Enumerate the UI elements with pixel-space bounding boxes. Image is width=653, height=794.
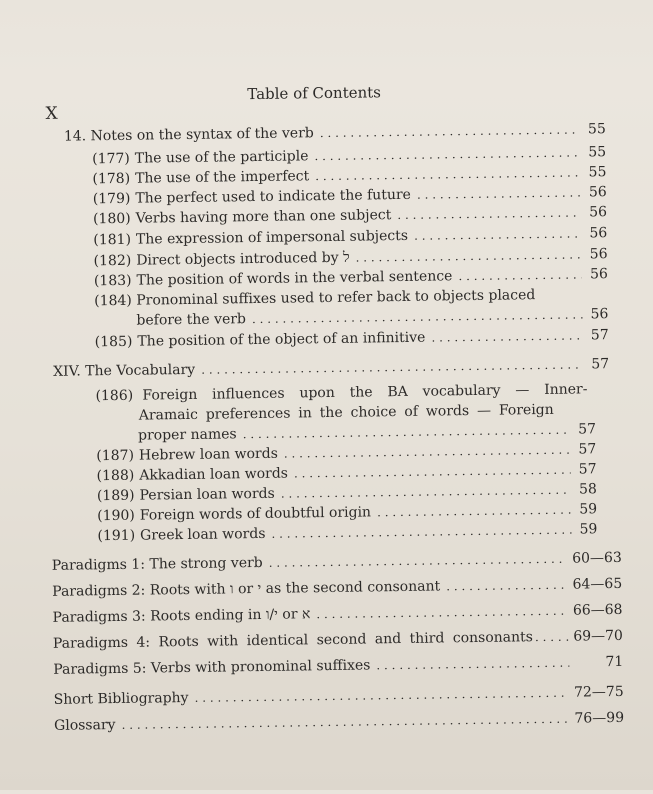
- word: —: [476, 402, 492, 419]
- toc-entry-186-line1: [142, 381, 587, 403]
- leader-dots: [316, 604, 567, 621]
- leader-dots: [397, 205, 581, 222]
- toc-page: 57: [578, 441, 597, 458]
- leader-dots: [535, 630, 572, 645]
- leader-dots: [269, 552, 567, 570]
- toc-label: Akkadian loan words: [139, 465, 289, 484]
- toc-label: The use of the imperfect: [135, 168, 310, 187]
- toc-number: (190): [97, 507, 135, 525]
- toc-number: (179): [92, 190, 131, 208]
- toc-number: (189): [96, 487, 135, 505]
- toc-entry-185: [95, 327, 609, 350]
- toc-paradigms-3: [52, 602, 622, 627]
- word: of: [404, 403, 419, 420]
- toc-label: Glossary: [53, 717, 116, 734]
- toc-number: (184): [94, 292, 132, 310]
- toc-label: The use of the participle: [134, 148, 309, 167]
- page-number: X: [45, 103, 58, 124]
- toc-number: (191): [97, 527, 136, 545]
- toc-section-14: [64, 121, 606, 145]
- toc-number: (177): [92, 150, 130, 168]
- toc-page: 56: [589, 266, 608, 283]
- toc-entry-190: [97, 501, 597, 524]
- toc-paradigms-2: [52, 576, 622, 601]
- toc-page: 72—75: [573, 683, 624, 701]
- leader-dots: [252, 307, 583, 326]
- toc-entry-184-cont: [136, 306, 608, 329]
- toc-page: 56: [589, 246, 608, 263]
- toc-page: 55: [587, 121, 606, 138]
- word: preferences: [205, 405, 291, 423]
- word: Foreign: [142, 386, 198, 404]
- toc-entry-183: [94, 266, 608, 289]
- toc-label: Paradigms 3: Roots ending in י/ו or א: [52, 606, 311, 626]
- word: choice: [350, 404, 397, 421]
- toc-label: before the verb: [136, 311, 247, 329]
- toc-page: 56: [589, 204, 608, 221]
- word: words: [425, 403, 470, 420]
- toc-entry-186-line3: [138, 421, 596, 443]
- toc-label: Verbs having more than one subject: [135, 207, 392, 227]
- leader-dots: [377, 503, 571, 520]
- toc-entry-179: [93, 184, 607, 207]
- toc-page: 56: [588, 184, 607, 201]
- toc-paradigms-1: [52, 550, 622, 574]
- toc-number: (183): [93, 272, 132, 290]
- word: —: [515, 382, 530, 399]
- leader-dots: [243, 423, 571, 442]
- toc-page: 76—99: [574, 709, 625, 727]
- toc-page: 58: [578, 481, 597, 498]
- leader-dots: [376, 656, 569, 673]
- toc-label: 14. Notes on the syntax of the verb: [63, 125, 314, 145]
- toc-number: (187): [96, 447, 135, 465]
- toc-page: 57: [578, 461, 597, 478]
- toc-page: 56: [589, 225, 608, 242]
- toc-entry-186-line2: [139, 402, 554, 424]
- toc-entry-184: [94, 287, 535, 309]
- leader-dots: [294, 463, 571, 481]
- toc-page: 55: [588, 144, 607, 161]
- toc-label: Pronominal suffixes used to refer back to objects placed: [136, 287, 536, 309]
- toc-number: (178): [92, 170, 131, 188]
- toc-number: (182): [93, 252, 132, 270]
- toc-page: 69—70: [573, 627, 624, 645]
- leader-dots: [458, 267, 582, 283]
- leader-dots: [314, 145, 580, 163]
- toc-chapter-xiv: [53, 356, 609, 380]
- toc-page: 56: [590, 306, 609, 323]
- toc-label: Paradigms 4: Roots with identical second and third consonants: [52, 629, 534, 652]
- toc-number: (181): [93, 231, 132, 249]
- leader-dots: [284, 443, 571, 461]
- toc-label: Paradigms 5: Verbs with pronominal suffixes: [53, 657, 371, 678]
- toc-label: The position of words in the verbal sentence: [136, 268, 453, 289]
- word: in: [298, 405, 312, 422]
- leader-dots: [271, 523, 571, 541]
- word: vocabulary: [422, 382, 501, 400]
- toc-page: 71: [605, 653, 624, 671]
- toc-entry-191: [97, 521, 597, 544]
- toc-entry-178: [92, 164, 606, 187]
- toc-entry-181: [93, 225, 607, 248]
- toc-page: 64—65: [572, 575, 623, 593]
- leader-dots: [315, 165, 580, 183]
- toc-page: 59: [579, 521, 598, 538]
- toc-entry-186-number: (186): [95, 387, 134, 405]
- toc-label: Short Bibliography: [53, 689, 189, 708]
- toc-page: 57: [590, 327, 609, 344]
- toc-label: Paradigms 2: Roots with ו or י as the second consonant: [52, 578, 441, 600]
- toc-number: (185): [94, 333, 133, 351]
- toc-short-bibliography: [54, 684, 624, 708]
- toc-page: 66—68: [572, 601, 623, 619]
- toc-paradigms-5: [53, 654, 623, 678]
- toc-entry-177: [92, 144, 606, 167]
- leader-dots: [446, 578, 567, 594]
- toc-label: Greek loan words: [140, 525, 266, 544]
- leader-dots: [414, 226, 581, 242]
- leader-dots: [281, 483, 571, 501]
- toc-number: (180): [92, 210, 131, 228]
- toc-label: proper names: [137, 426, 237, 444]
- word: Aramaic: [138, 406, 198, 424]
- toc-label: Persian loan words: [139, 485, 275, 504]
- toc-page: 57: [591, 356, 610, 373]
- toc-page: 59: [579, 501, 598, 518]
- leader-dots: [356, 247, 582, 264]
- toc-entry-187: [96, 441, 596, 464]
- toc-page: 57: [578, 421, 597, 438]
- toc-entry-189: [97, 481, 597, 504]
- leader-dots: [194, 686, 568, 705]
- leader-dots: [320, 122, 580, 140]
- toc-label: The position of the object of an infinitive: [137, 329, 426, 350]
- leader-dots: [201, 357, 583, 376]
- toc-glossary: [54, 710, 624, 734]
- word: the: [319, 404, 343, 422]
- word: Foreign: [498, 401, 554, 419]
- word: upon: [299, 384, 335, 402]
- toc-label: The expression of impersonal subjects: [135, 227, 409, 248]
- word: Inner-: [544, 381, 588, 398]
- toc-number: (188): [96, 467, 135, 485]
- page-title: Table of Contents: [247, 83, 382, 104]
- toc-label: Direct objects introduced by ל: [136, 249, 350, 269]
- leader-dots: [431, 328, 583, 344]
- word: BA: [387, 383, 408, 401]
- toc-label: Foreign words of doubtful origin: [139, 504, 372, 524]
- leader-dots: [417, 185, 581, 201]
- toc-label: Paradigms 1: The strong verb: [51, 554, 263, 574]
- word: influences: [212, 385, 285, 403]
- leader-dots: [121, 712, 568, 732]
- toc-label: The perfect used to indicate the future: [135, 186, 411, 207]
- toc-label: XIV. The Vocabulary: [53, 361, 196, 380]
- toc-entry-188: [97, 461, 597, 484]
- word: the: [349, 384, 373, 401]
- toc-page: 60—63: [572, 549, 622, 567]
- toc-entry-180: [93, 204, 607, 227]
- toc-page: 55: [588, 164, 607, 181]
- toc-label: Hebrew loan words: [138, 445, 278, 464]
- toc-paradigms-4: [53, 628, 623, 652]
